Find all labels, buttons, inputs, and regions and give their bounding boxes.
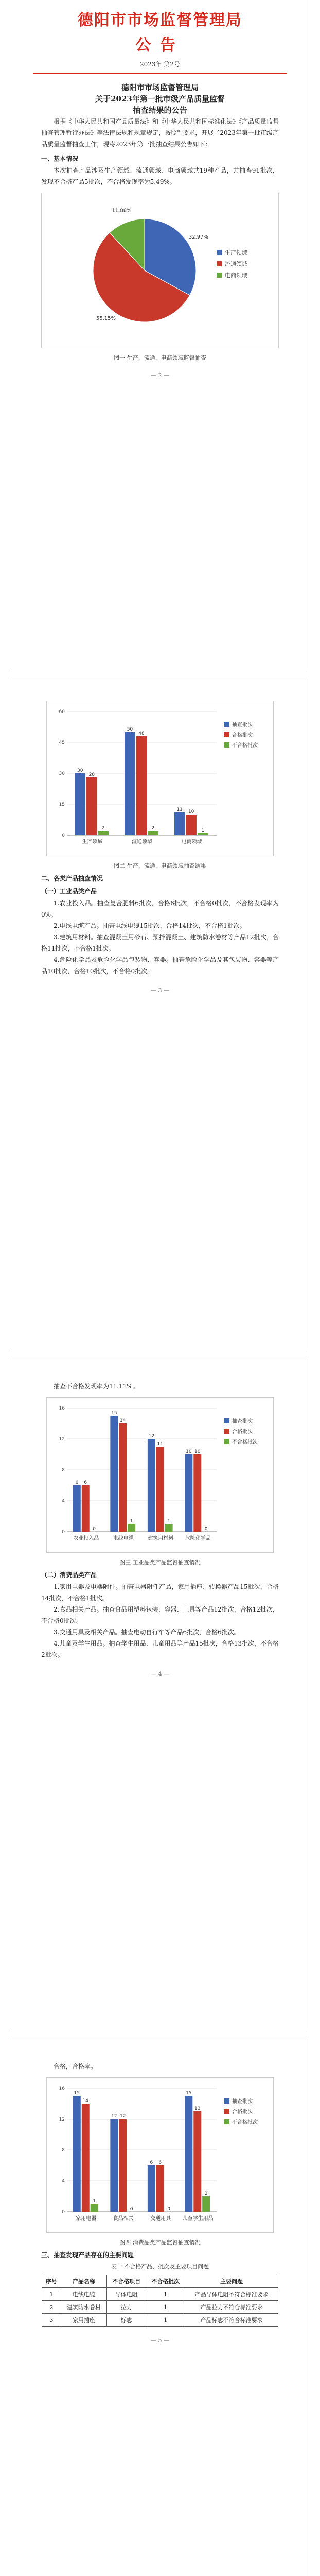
table-row xyxy=(42,2301,278,2314)
y-tick-label: 4 xyxy=(62,2179,65,2184)
y-tick-label: 16 xyxy=(59,1406,65,1411)
legend-label: 抽查批次 xyxy=(232,1419,253,1425)
table-cell: 1 xyxy=(146,2288,185,2301)
bar-value-label: 6 xyxy=(84,1480,87,1485)
bar-chart-2 xyxy=(46,1397,274,1553)
bar-value-label: 10 xyxy=(188,809,194,815)
bar xyxy=(186,815,197,835)
s3-item1: 1.家用电器及电器附件。抽查电器附件产品，家用插座、转换器产品15批次，合格14批次，不合格1批次。 xyxy=(41,1583,279,1602)
bar xyxy=(128,1524,135,1532)
legend-label: 电商领域 xyxy=(225,272,247,279)
legend-label: 不合格批次 xyxy=(232,743,258,749)
x-tick-label: 电线电缆 xyxy=(113,1536,134,1541)
s2-item2: 2.电线电缆产品。抽查电线电缆15批次，合格14批次，不合格1批次。 xyxy=(54,922,246,929)
table-cell: 导体电阻 xyxy=(107,2288,146,2301)
y-tick-label: 60 xyxy=(59,709,65,715)
legend-swatch xyxy=(224,722,229,727)
legend-swatch xyxy=(217,261,222,266)
table-cell: 1 xyxy=(42,2288,61,2301)
bar xyxy=(82,1485,90,1532)
bar xyxy=(98,831,109,835)
bar xyxy=(185,1454,192,1532)
bar-chart-1 xyxy=(46,701,274,856)
legend-label: 合格批次 xyxy=(232,2109,253,2115)
section1-paragraph: 本次抽查产品涉及生产领域、流通领域、电商领域共19种产品，共抽查91批次，发现不合格产品5批次，不合格发现率为5.49%。 xyxy=(41,167,279,185)
bar-chart-3 xyxy=(46,2077,274,2233)
table-1 xyxy=(42,2275,278,2327)
table-cell: 1 xyxy=(146,2301,185,2314)
table-header-cell: 主要问题 xyxy=(185,2275,278,2288)
bar xyxy=(91,2204,98,2212)
legend-swatch xyxy=(224,1429,229,1434)
s2-item1: 1.农业投入品。抽查复合肥料6批次，合格6批次，不合格0批次，不合格发现率为0%。 xyxy=(41,900,279,918)
y-tick-label: 0 xyxy=(62,833,65,838)
s2-item3: 3.建筑用材料。抽查混凝土用砂石、预拌混凝土、建筑防水卷材等产品12批次，合格11批次，不合格1批次。 xyxy=(41,934,279,952)
y-tick-label: 16 xyxy=(59,2086,65,2091)
x-tick-label: 交通用具 xyxy=(150,2216,171,2222)
bar xyxy=(110,1416,118,1532)
x-tick-label: 食品相关 xyxy=(113,2216,134,2222)
title-line3: 抽查结果的公告 xyxy=(133,106,187,115)
x-tick-label: 电商领域 xyxy=(181,839,202,845)
legend-label: 生产领域 xyxy=(225,249,247,256)
section3-sub2: （二）消费品类产品 xyxy=(41,1571,97,1579)
s2-item4: 4.危险化学品及危险化学品包装物、容器。抽查危险化学品及其包装物、容器等产品10批次，合格10批次，不合格0批次。 xyxy=(41,956,279,975)
bar-value-label: 13 xyxy=(194,2106,201,2111)
pie-slice-label: 11.88% xyxy=(112,208,132,214)
bar-value-label: 1 xyxy=(167,1519,171,1524)
table-cell: 1 xyxy=(146,2314,185,2327)
x-tick-label: 生产领域 xyxy=(82,839,103,845)
bar xyxy=(110,2119,118,2212)
bar1-svg xyxy=(47,701,273,856)
pie-chart xyxy=(41,193,279,348)
bar xyxy=(73,2096,81,2212)
s3-item3: 3.交通用具及相关产品。抽查电动自行车等产品6批次，合格6批次。 xyxy=(54,1629,240,1636)
bar xyxy=(75,773,86,835)
legend-swatch xyxy=(217,250,222,255)
x-tick-label: 农业投入品 xyxy=(73,1536,99,1541)
sheet-1 xyxy=(12,0,308,670)
bar xyxy=(119,1423,127,1532)
legend-label: 抽查批次 xyxy=(232,722,253,728)
bar xyxy=(125,732,135,835)
table1-title: 表一 不合格产品、批次及主要项目问题 xyxy=(111,2263,209,2270)
title-line1: 德阳市市场监督管理局 xyxy=(121,83,199,92)
table-header-cell: 不合格项目 xyxy=(107,2275,146,2288)
legend-swatch xyxy=(224,1439,229,1444)
legend-swatch xyxy=(224,2109,229,2114)
bar-value-label: 11 xyxy=(157,1442,163,1447)
announcement-title xyxy=(12,82,308,116)
x-tick-label: 流通领域 xyxy=(132,839,152,845)
table-cell: 产品拉力不符合标准要求 xyxy=(185,2301,278,2314)
header-doctype: 公告 xyxy=(135,36,185,54)
y-tick-label: 15 xyxy=(59,802,65,807)
bar xyxy=(193,2111,201,2212)
pie-caption: 图一 生产、流通、电商领域监督抽查 xyxy=(114,354,206,361)
bar-value-label: 1 xyxy=(201,828,205,833)
y-tick-label: 0 xyxy=(62,2210,65,2215)
y-tick-label: 30 xyxy=(59,771,65,776)
table-cell: 3 xyxy=(42,2314,61,2327)
bar-value-label: 1 xyxy=(93,2199,96,2204)
table-cell: 产品导体电阻不符合标准要求 xyxy=(185,2288,278,2301)
table-header-cell: 序号 xyxy=(42,2275,61,2288)
bar xyxy=(136,736,147,835)
bar xyxy=(185,2096,192,2212)
bar-value-label: 6 xyxy=(150,2160,153,2165)
s3-item2: 2.食品相关产品。抽查食品用塑料包装、容器、工具等产品12批次，合格12批次，不合格0批次。 xyxy=(41,1606,279,1624)
sheet-2 xyxy=(12,680,308,1350)
bar-value-label: 15 xyxy=(111,1411,117,1416)
bar-value-label: 10 xyxy=(186,1449,192,1454)
bar-value-label: 10 xyxy=(194,1449,201,1454)
bar xyxy=(198,833,208,835)
section4-heading: 三、抽查发现产品存在的主要问题 xyxy=(41,2251,134,2259)
bar-value-label: 1 xyxy=(130,1519,133,1524)
sheet-4 xyxy=(12,2040,308,2576)
x-tick-label: 危险化学品 xyxy=(185,1536,211,1541)
bar xyxy=(148,1439,155,1532)
bar-value-label: 0 xyxy=(167,2207,171,2212)
table-header-cell: 产品名称 xyxy=(61,2275,106,2288)
page-number: — 5 — xyxy=(151,2337,169,2344)
p3-text: 合格，合格率。 xyxy=(54,2063,97,2070)
legend-swatch xyxy=(224,742,229,748)
legend-label: 流通领域 xyxy=(225,261,247,267)
bar1-caption: 图二 生产、流通、电商领域抽查结果 xyxy=(114,862,206,869)
legend-swatch xyxy=(224,2119,229,2124)
red-divider xyxy=(33,73,287,74)
bar xyxy=(165,1524,173,1532)
x-tick-label: 家用电器 xyxy=(76,2216,97,2222)
legend-swatch xyxy=(224,2098,229,2104)
bar xyxy=(156,2165,164,2212)
bar-value-label: 28 xyxy=(88,772,95,777)
bar-value-label: 6 xyxy=(75,1480,79,1485)
y-tick-label: 8 xyxy=(62,1468,65,1473)
pie-svg xyxy=(42,193,278,348)
x-tick-label: 儿童学生用品 xyxy=(182,2216,214,2222)
p2-text: 抽查不合格发现率为11.11%。 xyxy=(54,1383,139,1390)
s3-item4: 4.儿童及学生用品。抽查学生用品、儿童用品等产品15批次，合格13批次，不合格2批次。 xyxy=(41,1640,279,1658)
table-row xyxy=(42,2288,278,2301)
bar-value-label: 2 xyxy=(151,826,155,831)
bar-value-label: 2 xyxy=(102,826,105,831)
bar3-svg xyxy=(47,2078,273,2232)
bar-value-label: 48 xyxy=(138,731,145,736)
title-line2: 关于2023年第一批市级产品质量监督 xyxy=(95,94,225,104)
bar-value-label: 6 xyxy=(158,2160,162,2165)
bar-value-label: 50 xyxy=(127,727,133,732)
y-tick-label: 0 xyxy=(62,1530,65,1535)
legend-label: 抽查批次 xyxy=(232,2099,253,2105)
bar-value-label: 14 xyxy=(120,1418,126,1423)
x-tick-label: 建筑用材料 xyxy=(148,1536,174,1541)
bar xyxy=(174,812,185,835)
legend-label: 合格批次 xyxy=(232,1429,253,1435)
bar-value-label: 15 xyxy=(74,2091,80,2096)
bar-value-label: 0 xyxy=(130,2207,133,2212)
table-cell: 建筑防水卷材 xyxy=(61,2301,106,2314)
intro-paragraph: 根据《中华人民共和国产品质量法》和《中华人民共和国标准化法》《产品质量监督抽查管理暂行办法》等法律法规和规章规定，按照""要求，开展了2023年第一批市级产品质量监督抽查工作，现将2023年第一批抽查结果公告如下： xyxy=(41,118,279,148)
bar xyxy=(148,2165,155,2212)
bar-value-label: 15 xyxy=(186,2091,192,2096)
table-row xyxy=(42,2314,278,2327)
page-number: — 2 — xyxy=(151,372,169,379)
bar xyxy=(73,1485,81,1532)
legend-label: 不合格批次 xyxy=(232,2120,258,2125)
page-number: — 4 — xyxy=(151,1671,169,1677)
legend-label: 不合格批次 xyxy=(232,1439,258,1445)
table-cell: 拉力 xyxy=(107,2301,146,2314)
legend-label: 合格批次 xyxy=(232,733,253,738)
bar-value-label: 11 xyxy=(176,807,183,812)
bar-value-label: 14 xyxy=(82,2098,88,2104)
section1-heading: 一、基本情况 xyxy=(41,155,79,162)
y-tick-label: 12 xyxy=(59,2117,65,2122)
bar xyxy=(119,2119,127,2212)
table-header-cell: 不合格批次 xyxy=(146,2275,185,2288)
table-cell: 产品标志不符合标准要求 xyxy=(185,2314,278,2327)
legend-swatch xyxy=(224,1418,229,1423)
bar xyxy=(86,777,97,835)
sheet-3 xyxy=(12,1360,308,2030)
bar xyxy=(82,2104,90,2212)
bar2-caption: 图三 工业品类产品监督抽查情况 xyxy=(119,1559,201,1566)
bar-value-label: 12 xyxy=(120,2114,126,2119)
bar xyxy=(148,831,158,835)
bar3-caption: 图四 消费品类产品监督抽查情况 xyxy=(119,2239,201,2246)
section2-sub1: （一）工业品类产品 xyxy=(41,888,97,895)
y-tick-label: 45 xyxy=(59,740,65,745)
table-cell: 2 xyxy=(42,2301,61,2314)
bar-value-label: 0 xyxy=(93,1527,96,1532)
table-cell: 家用插座 xyxy=(61,2314,106,2327)
y-tick-label: 8 xyxy=(62,2148,65,2153)
bar xyxy=(193,1454,201,1532)
header-org: 德阳市市场监督管理局 xyxy=(78,11,242,29)
bar-value-label: 12 xyxy=(148,1434,155,1439)
pie-slice-label: 55.15% xyxy=(96,316,116,322)
bar-value-label: 2 xyxy=(204,2191,208,2196)
bar-value-label: 12 xyxy=(111,2114,117,2119)
section2-heading: 二、各类产品抽查情况 xyxy=(41,875,103,882)
y-tick-label: 12 xyxy=(59,1437,65,1442)
bar-value-label: 0 xyxy=(204,1527,208,1532)
pie-slice-label: 32.97% xyxy=(188,234,209,240)
bar2-svg xyxy=(47,1398,273,1552)
bar xyxy=(156,1447,164,1532)
doc-number: 2023年 第2号 xyxy=(140,61,180,68)
bar xyxy=(202,2196,210,2212)
legend-swatch xyxy=(224,732,229,737)
legend-swatch xyxy=(217,273,222,278)
table-cell: 电线电缆 xyxy=(61,2288,106,2301)
y-tick-label: 4 xyxy=(62,1499,65,1504)
table-cell: 标志 xyxy=(107,2314,146,2327)
page-number: — 3 — xyxy=(151,987,169,994)
bar-value-label: 30 xyxy=(77,768,83,773)
